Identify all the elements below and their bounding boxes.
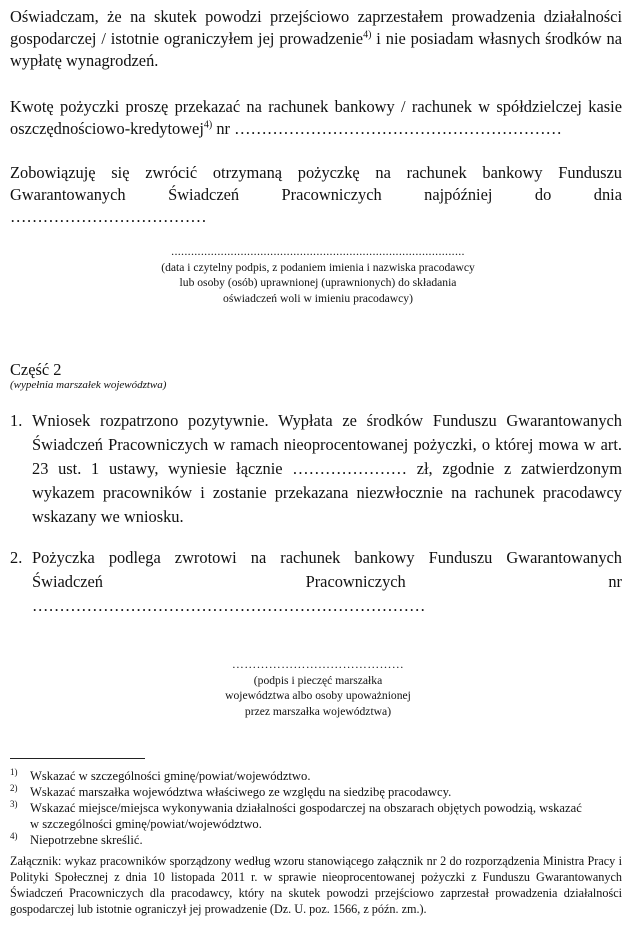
marshal-signature-block — [160, 657, 476, 719]
footnote-ref: 4) — [363, 29, 372, 41]
signature-caption-line: województwa albo osoby upoważnionej — [225, 689, 411, 702]
list-item-text: Pożyczka podlega zwrotowi na rachunek bankowy Funduszu Gwarantowanych Świadczeń Pracowniczych nr ……………………………………………………………… — [32, 548, 622, 615]
footnote: 1) Wskazać w szczególności gminę/powiat/województwo. — [10, 766, 311, 783]
list-item-text: Wniosek rozpatrzono pozytywnie. Wypłata ze środków Funduszu Gwarantowanych Świadczeń Pracowniczych w ramach nieoprocentowanej pożyczki, o której mowa w art. 23 ust. 1 ustawy, wyniesie łącznie ………………… zł, zgodnie z zatwierdzonym wykazem pracowników i zostanie przekazana niezwłocznie na rachunek pracodawcy wskazany we wniosku. — [32, 411, 622, 526]
footnote-ref: 4) — [203, 119, 213, 131]
bank-account-paragraph: Kwotę pożyczki proszę przekazać na rachunek bankowy / rachunek w spółdzielczej kasie oszczędnościowo-kredytowej$^{4)}$ nr …………………………………………………… — [10, 97, 622, 138]
signature-caption-line: (podpis i pieczęć marszałka — [253, 673, 383, 687]
list-item — [10, 409, 622, 529]
repayment-paragraph: Zobowiązuję się zwrócić otrzymaną pożyczkę na rachunek bankowy Funduszu Gwarantowanych Świadczeń Pracowniczych najpóźniej do dnia ……………………………… — [10, 163, 622, 226]
signature-line: ......................................................................................... — [171, 244, 465, 258]
part-2-title: Część 2 — [10, 360, 62, 379]
footnote-separator — [10, 758, 145, 759]
signature-caption-line: oświadczeń woli w imieniu pracodawcy) — [223, 291, 413, 305]
list-item-number: 1. — [10, 411, 23, 430]
footnote: 3) Wskazać miejsce/miejsca wykonywania działalności gospodarczej na obszarach objętych powodzią, wskazać w szczególności gminę/powiat/województwo. — [10, 798, 582, 831]
employer-signature-block — [132, 244, 504, 306]
annex-note: Załącznik: wykaz pracowników sporządzony według wzoru stanowiącego załącznik nr 2 do rozporządzenia Ministra Pracy i Polityki Społecznej z dnia 10 listopada 2011 r. w sprawie nieoprocentowanej pożyczki z Funduszu Gwarantowanych Świadczeń Pracowniczych dla pracodawcy, który na skutek powodzi przejściowo zaprzestał prowadzenia działalności gospodarczej lub istotnie ograniczył jej prowadzenie (Dz. U. poz. 1566, z późn. zm.). — [10, 854, 622, 916]
list-item — [10, 546, 622, 618]
list-item-number: 2. — [10, 548, 23, 567]
footnote: 2) Wskazać marszałka województwa właściwego ze względu na siedzibę pracodawcy. — [10, 782, 452, 799]
signature-caption-line: (data i czytelny podpis, z podaniem imienia i nazwiska pracodawcy — [161, 260, 475, 274]
signature-caption-line: przez marszałka województwa) — [244, 704, 392, 718]
signature-caption-line: lub osoby (osób) uprawnionej (uprawnionych) do składania — [179, 276, 457, 289]
signature-line: …………………………………… — [231, 657, 405, 671]
footnote: 4) Niepotrzebne skreślić. — [10, 830, 143, 847]
part-2-subtitle: (wypełnia marszałek województwa) — [10, 379, 167, 391]
declaration-paragraph: Oświadczam, że na skutek powodzi przejściowo zaprzestałem prowadzenia działalności gospodarczej / istotnie ograniczyłem jej prowadzenie$^{4)}$ i nie posiadam własnych środków na wypłatę wynagrodzeń. — [10, 7, 622, 70]
